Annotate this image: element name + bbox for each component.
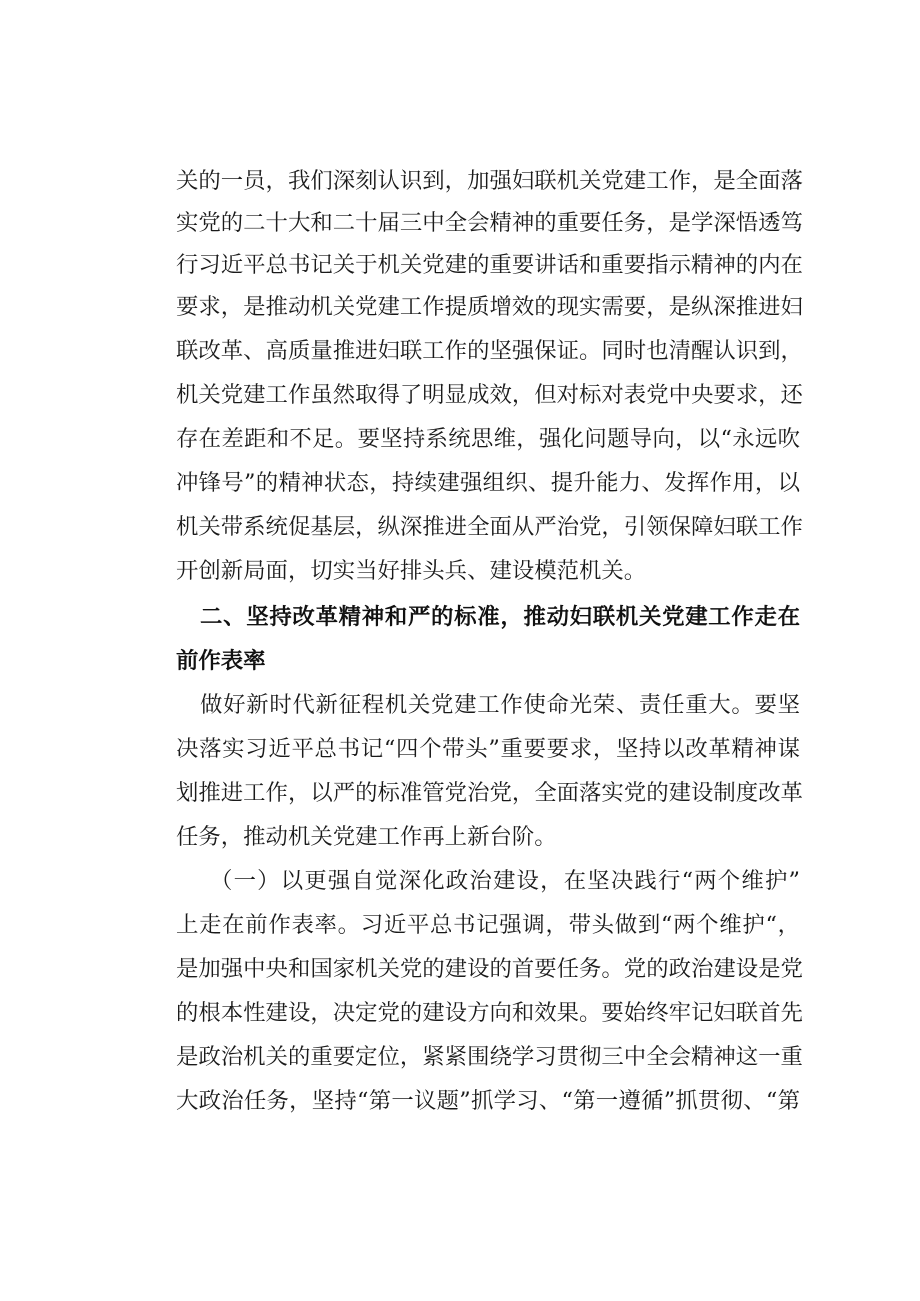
paragraph-1-line: 联改革、高质量推进妇联工作的坚强保证。同时也清醒认识到， [176,338,803,364]
paragraph-2-line: 任务，推动机关党建工作再上新台阶。 [176,824,557,850]
paragraph-3-line: 的根本性建设，决定党的建设方向和效果。要始终牢记妇联首先 [176,1000,803,1026]
paragraph-3-line: 大政治任务，坚持“第一议题”抓学习、“第一遵循”抓贯彻、“第 [176,1088,800,1114]
paragraph-1-line: 实党的二十大和二十届三中全会精神的重要任务，是学深悟透笃 [176,210,803,236]
paragraph-1-line: 机关党建工作虽然取得了明显成效，但对标对表党中央要求，还 [176,382,803,408]
paragraph-3-line: 是政治机关的重要定位，紧紧围绕学习贯彻三中全会精神这一重 [176,1044,803,1070]
section-heading: 前作表率 [176,648,266,674]
paragraph-1-line: 要求，是推动机关党建工作提质增效的现实需要，是纵深推进妇 [176,294,803,320]
paragraph-2-line: 决落实习近平总书记“四个带头”重要要求，坚持以改革精神谋 [176,736,800,762]
paragraph-3-line: 上走在前作表率。习近平总书记强调，带头做到“两个维护“， [176,912,800,938]
paragraph-1-line: 存在差距和不足。要坚持系统思维，强化问题导向，以“永远吹 [176,426,800,452]
paragraph-1-line: 机关带系统促基层，纵深推进全面从严治党，引领保障妇联工作 [176,514,803,540]
paragraph-1-line: 行习近平总书记关于机关党建的重要讲话和重要指示精神的内在 [176,252,803,278]
paragraph-3-line: 是加强中央和国家机关党的建设的首要任务。党的政治建设是党 [176,956,803,982]
paragraph-1-line: 开创新局面，切实当好排头兵、建设模范机关。 [176,558,647,584]
paragraph-1-line: 关的一员，我们深刻认识到，加强妇联机关党建工作，是全面落 [176,168,803,194]
paragraph-1-line: 冲锋号”的精神状态，持续建强组织、提升能力、发挥作用，以 [176,470,800,496]
paragraph-3-line: （一）以更强自觉深化政治建设，在坚决践行“两个维护” [210,868,800,894]
paragraph-2-line: 做好新时代新征程机关党建工作使命光荣、责任重大。要坚 [200,692,800,718]
paragraph-2-line: 划推进工作，以严的标准管党治党，全面落实党的建设制度改革 [176,780,803,806]
section-heading: 二、坚持改革精神和严的标准，推动妇联机关党建工作走在 [200,604,800,630]
